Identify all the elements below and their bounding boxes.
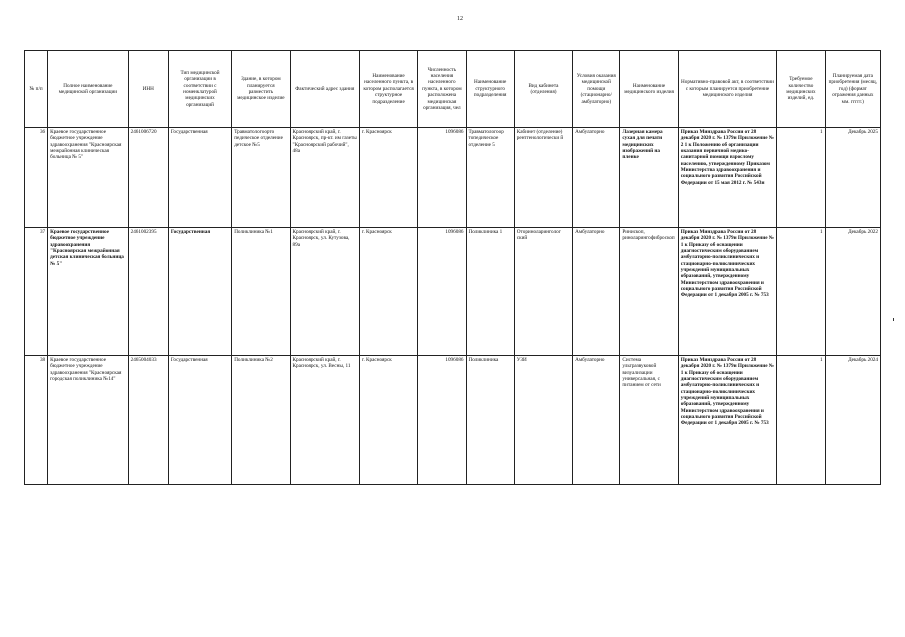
organization-type: Государственная: [168, 228, 231, 356]
inn: 2461002395: [128, 228, 168, 356]
planned-date: Декабрь 2025: [825, 128, 880, 228]
cabinet-type: УЗИ: [514, 356, 572, 485]
edge-mark: [893, 318, 894, 321]
table-row: [25, 356, 881, 485]
locality: г. Красноярск: [359, 228, 417, 356]
organization-name: Краевое государственное бюджетное учреждение здравоохранения "Красноярская межрайонная детская клиническая больница № 5": [48, 228, 128, 356]
table-row: [25, 228, 881, 356]
planned-date: Декабрь 2022: [825, 228, 880, 356]
medical-device: Лазерная камера сухая для печати медицинских изображений на пленке: [620, 128, 678, 228]
legal-act: Приказ Минздрава России от 28 декабря 2020 г. № 1379н Приложение № 1 к Приказу об оснащении диагностическим оборудованием амбулаторно-поликлинических и стационарно-поликлинических учреждений муниципальных образований, утвержденному Министерством здравоохранения и социального развития Российской Федерации от 1 декабря 2005 г. № 753: [678, 356, 777, 485]
page-number: 12: [457, 16, 463, 22]
population: 1096086: [418, 128, 466, 228]
address: Красноярский край, г. Красноярск, ул. Кутузова, 89а: [290, 228, 359, 356]
medical-device: Система ультразвуковой визуализации универсальная, с питанием от сети: [620, 356, 678, 485]
header-cell: Численность населения населенного пункта, в котором расположена медицинская организация, чел: [418, 51, 466, 128]
medical-device: Ринископ, риноларингофиброскоп: [620, 228, 678, 356]
quantity: 1: [777, 228, 825, 356]
planned-date: Декабрь 2024: [825, 356, 880, 485]
care-conditions: Амбулаторно: [573, 356, 620, 485]
structural-unit: Поликлиника: [466, 356, 514, 485]
address: Красноярский край, г. Красноярск, пр-кт. им газеты "Красноярский рабочий", 48а: [290, 128, 359, 228]
organization-type: Государственная: [168, 128, 231, 228]
locality: г. Красноярск: [359, 128, 417, 228]
legal-act: Приказ Минздрава России от 28 декабря 2020 г. № 1379н Приложение № 1 к Приказу об оснащении диагностическим оборудованием амбулаторно-поликлинических и стационарно-поликлинических учреждений муниципальных образований, утвержденному Министерством здравоохранения и социального развития Российской Федерации от 1 декабря 2005 г. № 753: [678, 228, 777, 356]
structural-unit: Травматологоор топедическое отделение 5: [466, 128, 514, 228]
header-cell: Наименование населенного пункта, в котором располагается структурное подразделение: [359, 51, 417, 128]
building: Травматологоорто педическое отделение детское №5: [232, 128, 290, 228]
building: Поликлиника №2: [232, 356, 290, 485]
quantity: 1: [777, 356, 825, 485]
header-cell: Вид кабинета (отделения): [514, 51, 572, 128]
header-cell: Полное наименование медицинской организации: [48, 51, 128, 128]
organization-type: Государственная: [168, 356, 231, 485]
organization-name: Краевое государственное бюджетное учреждение здравоохранения "Красноярская межрайонная клиническая больница № 5": [48, 128, 128, 228]
header-cell: Требуемое количество медицинских изделий, ед.: [777, 51, 825, 128]
table-row: [25, 128, 881, 228]
header-cell: Планируемая дата приобретения (месяц, год) (формат отражения данных мм. ггггг.): [825, 51, 880, 128]
header-cell: Здание, в котором планируется разместить медицинское изделие: [232, 51, 290, 128]
header-row: [25, 51, 881, 128]
inn: 2461006720: [128, 128, 168, 228]
structural-unit: Поликлиника 1: [466, 228, 514, 356]
quantity: 1: [777, 128, 825, 228]
row-number: 36: [25, 128, 48, 228]
population: 1096086: [418, 356, 466, 485]
row-number: 37: [25, 228, 48, 356]
header-cell: Наименование медицинского изделия: [620, 51, 678, 128]
address: Красноярский край, г. Красноярск, ул. Весны, 11: [290, 356, 359, 485]
row-number: 38: [25, 356, 48, 485]
care-conditions: Амбулаторно: [573, 128, 620, 228]
legal-act: Приказ Минздрава России от 28 декабря 2020 г. № 1379н Приложение № 2 1 к Положению об организации оказания первичной медико-санитарной помощи взрослому населению, утвержденному Приказом Министерства здравоохранения и социального развития Российской Федерации от 15 мая 2012 г. № 543н: [678, 128, 777, 228]
organization-name: Краевое государственное бюджетное учреждение здравоохранения "Красноярская городская поликлиника №14": [48, 356, 128, 485]
header-cell: Тип медицинской организации в соответствии с номенклатурой медицинских организаций: [168, 51, 231, 128]
cabinet-type: Кабинет (отделение) рентгенологически й: [514, 128, 572, 228]
header-cell: Нормативно-правовой акт, в соответствии с которым планируется приобретение медицинского изделия: [678, 51, 777, 128]
inn: 2465004033: [128, 356, 168, 485]
header-cell: Условия оказания медицинской помощи (стационарно/ амбулаторно): [573, 51, 620, 128]
locality: г. Красноярск: [359, 356, 417, 485]
header-cell: ИНН: [128, 51, 168, 128]
building: Поликлиника №1: [232, 228, 290, 356]
cabinet-type: Оториноларинголог ский: [514, 228, 572, 356]
header-cell: Фактический адрес здания: [290, 51, 359, 128]
care-conditions: Амбулаторно: [573, 228, 620, 356]
population: 1096086: [418, 228, 466, 356]
header-cell: Наименование структурного подразделения: [466, 51, 514, 128]
header-cell: № п/п: [25, 51, 48, 128]
equipment-table: [24, 50, 881, 485]
